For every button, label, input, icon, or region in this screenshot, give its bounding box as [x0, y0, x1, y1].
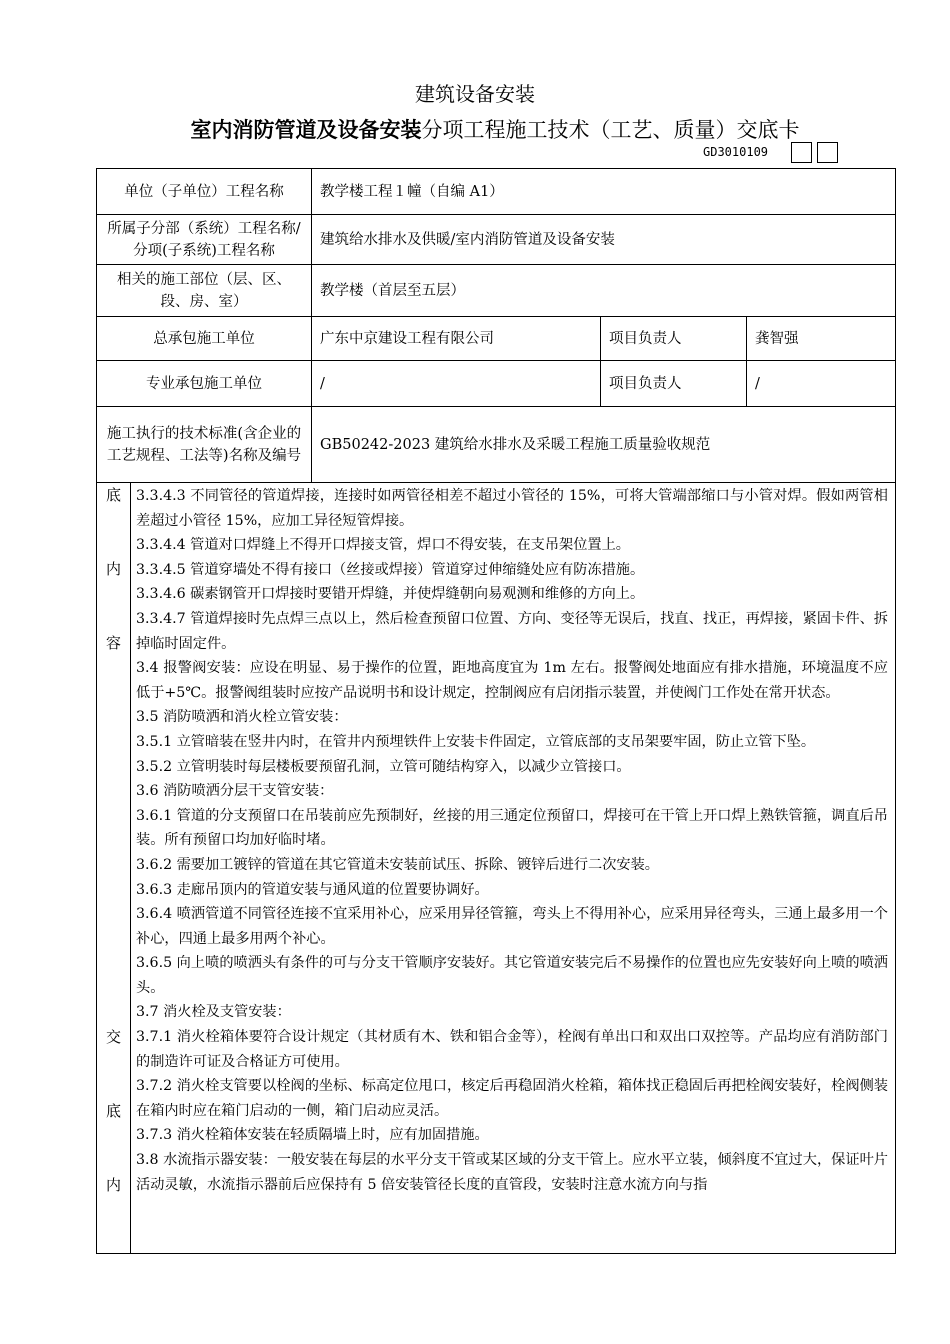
row-subsystem	[97, 215, 896, 265]
gc-label: 总承包施工单位	[97, 317, 312, 361]
subsystem-value: 建筑给水排水及供暖/室内消防管道及设备安装	[312, 215, 896, 265]
content-paragraph: 3.3.4.7 管道焊接时先点焊三点以上，然后检查预留口位置、方向、变径等无误后，找直、找正，再焊接，紧固卡件、拆掉临时固定件。	[136, 610, 888, 652]
unit-label: 单位（子单位）工程名称	[97, 169, 312, 215]
gc-pm-value: 龚智强	[747, 317, 896, 361]
side-char: 底	[105, 486, 121, 504]
sc-pm-label: 项目负责人	[601, 361, 747, 407]
code-box-2	[817, 142, 838, 163]
part-value: 教学楼（首层至五层）	[312, 265, 896, 317]
content-paragraph: 3.5 消防喷洒和消火栓立管安装：	[136, 709, 348, 726]
row-sub-contractor	[97, 361, 896, 407]
category-title: 建筑设备安装	[415, 82, 535, 106]
content-paragraph: 3.3.4.3 不同管径的管道焊接，连接时如两管径相差不超过小管径的 15%，可将大管端部缩口与小管对焊。假如两管相差超过小管径 15%，应加工异径短管焊接。	[136, 488, 888, 529]
side-char: 容	[105, 634, 121, 652]
code-box-1	[791, 142, 812, 163]
sc-label: 专业承包施工单位	[97, 361, 312, 407]
document-code: GD3010109	[703, 145, 769, 159]
document-title	[0, 114, 950, 144]
content-paragraph: 3.7.2 消火栓支管要以栓阀的坐标、标高定位甩口，核定后再稳固消火栓箱，箱体找正稳固后再把栓阀安装好，栓阀侧装在箱内时应在箱门启动的一侧，箱门启动应灵活。	[136, 1078, 888, 1119]
gc-pm-label: 项目负责人	[601, 317, 747, 361]
content-paragraph: 3.6.5 向上喷的喷洒头有条件的可与分支干管顺序安装好。其它管道安装完后不易操作的位置也应先安装好向上喷的喷洒头。	[136, 955, 888, 996]
side-char: 内	[105, 560, 121, 578]
side-char: 内	[105, 1176, 121, 1194]
document-title-rest: 分项工程施工技术（工艺、质量）交底卡	[421, 118, 800, 142]
content-paragraph: 3.3.4.5 管道穿墙处不得有接口（丝接或焊接）管道穿过伸缩缝处应有防冻措施。	[136, 561, 645, 578]
content-paragraph: 3.7.1 消火栓箱体要符合设计规定（其材质有木、铁和铝合金等），栓阀有单出口和双出口双控等。产品均应有消防部门的制造许可证及合格证方可使用。	[136, 1029, 888, 1070]
content-paragraph: 3.5.2 立管明装时每层楼板要预留孔洞，立管可随结构穿入，以减少立管接口。	[136, 758, 631, 775]
content-paragraph: 3.6 消防喷洒分层干支管安装：	[136, 783, 334, 800]
standard-label: 施工执行的技术标准(含企业的工艺规程、工法等)名称及编号	[97, 407, 312, 483]
side-char: 底	[105, 1102, 121, 1120]
content-text	[136, 484, 888, 1197]
row-standard	[97, 407, 896, 483]
row-part	[97, 265, 896, 317]
content-paragraph: 3.6.1 管道的分支预留口在吊装前应先预制好，丝接的用三通定位预留口，焊接可在干管上开口焊上熟铁管箍，调直后吊装。所有预留口均加好临时堵。	[136, 807, 888, 849]
sc-pm-value: /	[747, 361, 896, 407]
content-paragraph: 3.6.2 需要加工镀锌的管道在其它管道未安装前试压、拆除、镀锌后进行二次安装。	[136, 856, 659, 873]
row-general-contractor	[97, 317, 896, 361]
content-paragraph: 3.4 报警阀安装：应设在明显、易于操作的位置，距地高度宜为 1m 左右。报警阀处地面应有排水措施，环境温度不应低于+5℃。报警阀组装时应按产品说明书和设计规定，控制阀应有启闭指示装置，并使阀门工作处在常开状态。	[136, 660, 888, 701]
info-table	[96, 168, 896, 483]
standard-value: GB50242-2023 建筑给水排水及采暖工程施工质量验收规范	[312, 407, 896, 483]
content-section	[96, 482, 896, 1254]
content-paragraph: 3.3.4.4 管道对口焊缝上不得开口焊接支管，焊口不得安装，在支吊架位置上。	[136, 537, 630, 554]
side-char: 交	[105, 1028, 121, 1046]
row-unit	[97, 169, 896, 215]
content-paragraph: 3.7.3 消火栓箱体安装在轻质隔墙上时，应有加固措施。	[136, 1127, 489, 1144]
sc-value: /	[312, 361, 601, 407]
content-paragraph: 3.5.1 立管暗装在竖井内时，在管井内预埋铁件上安装卡件固定，立管底部的支吊架要牢固，防止立管下坠。	[136, 733, 816, 750]
content-paragraph: 3.7 消火栓及支管安装：	[136, 1004, 291, 1021]
side-column	[97, 482, 131, 1253]
content-paragraph: 3.6.3 走廊吊顶内的管道安装与通风道的位置要协调好。	[136, 881, 489, 898]
document-title-bold: 室内消防管道及设备安装	[190, 118, 422, 142]
part-label: 相关的施工部位（层、区、段、房、室）	[97, 265, 312, 317]
unit-value: 教学楼工程１幢（自编 A1）	[312, 169, 896, 215]
content-paragraph: 3.6.4 喷洒管道不同管径连接不宜采用补心，应采用异径管箍，弯头上不得用补心，应采用异径弯头，三通上最多用一个补心，四通上最多用两个补心。	[136, 906, 888, 947]
subsystem-label: 所属子分部（系统）工程名称/分项(子系统)工程名称	[97, 215, 312, 265]
content-paragraph: 3.8 水流指示器安装：一般安装在每层的水平分支干管或某区域的分支干管上。应水平立装，倾斜度不宜过大，保证叶片活动灵敏，水流指示器前后应保持有 5 倍安装管径长度的直管段，安装时注意水流方向与指	[136, 1152, 888, 1193]
gc-value: 广东中京建设工程有限公司	[312, 317, 601, 361]
content-paragraph: 3.3.4.6 碳素钢管开口焊接时要错开焊缝，并使焊缝朝向易观测和维修的方向上。	[136, 586, 645, 603]
